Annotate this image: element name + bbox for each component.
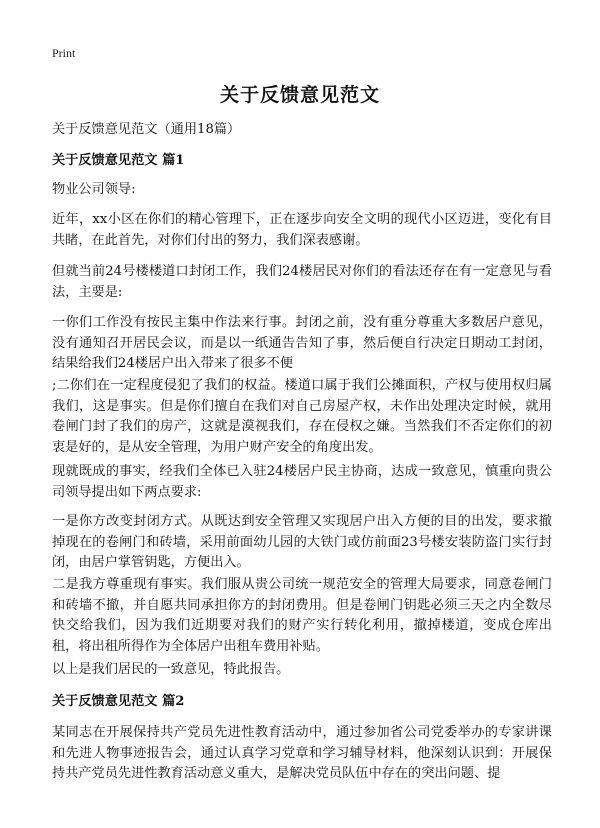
paragraph: 但就当前24号楼楼道口封闭工作，我们24楼居民对你们的看法还存在有一定意见与看法，主要是: bbox=[52, 264, 552, 300]
closing-paragraph: 以上是我们居民的一致意见，特此报告。 bbox=[52, 662, 290, 677]
document-subtitle: 关于反馈意见范文（通用18篇） bbox=[52, 122, 241, 137]
print-link[interactable]: Print bbox=[52, 46, 76, 60]
paragraph: 一你们工作没有按民主集中作法来行事。封闭之前，没有重分尊重大多数居户意见，没有通知召开居民会议，而是以一纸通告告知了事，然后便自行决定日期动工封闭，结果给我们24楼居户出入带来了很多不便 bbox=[52, 315, 552, 371]
paragraph: 一是你方改变封闭方式。从既达到安全管理又实现居户出入方便的目的出发，要求撤掉现在的卷闸门和砖墙，采用前面幼儿园的大铁门或仿前面23号楼安装防盗门实行封闭，由居户掌管钥匙，方便出入。 bbox=[52, 514, 552, 570]
page-title: 关于反馈意见范文 bbox=[219, 84, 380, 106]
greeting-paragraph: 物业公司领导: bbox=[52, 182, 136, 197]
paragraph: 某同志在开展保持共产党员先进性教育活动中，通过参加省公司党委举办的专家讲课和先进人物事迹报告会，通过认真学习党章和学习辅导材料，他深刻认识到：开展保持共产党员先进性教育活动意义重大，是解决党员队伍中存在的突出问题、提 bbox=[52, 725, 552, 781]
section-1-heading: 关于反馈意见范文 篇1 bbox=[52, 153, 185, 168]
paragraph: 近年，xx小区在你们的精心管理下，正在逐步向安全文明的现代小区迈进，变化有目共睹，在此首先，对你们付出的努力，我们深表感谢。 bbox=[52, 212, 552, 248]
section-2-heading: 关于反馈意见范文 篇2 bbox=[52, 694, 185, 709]
paragraph: 现就既成的事实，经我们全体已入驻24楼居户民主协商，达成一致意见，慎重向贵公司领导提出如下两点要求: bbox=[52, 464, 552, 500]
paragraph: 二是我方尊重现有事实。我们服从贵公司统一规范安全的管理大局要求，同意卷闸门和砖墙不撤，并自愿共同承担你方的封闭费用。但是卷闸门钥匙必须三天之内全数尽快交给我们，因为我们近期要对我们的财产实行转化利用，撤掉楼道，变成仓库出租，将出租所得作为全体居户出租车费用补贴。 bbox=[52, 577, 552, 654]
paragraph: ;二你们在一定程度侵犯了我们的权益。楼道口属于我们公摊面积，产权与使用权归属我们，这是事实。但是你们擅自在我们对自己房屋产权，未作出处理决定时候，就用卷闸门封了我们的房产，这就是漠视我们，存在侵权之嫌。当然我们不否定你们的初衷是好的，是从安全管理，为用户财产安全的角度出发。 bbox=[52, 378, 552, 455]
